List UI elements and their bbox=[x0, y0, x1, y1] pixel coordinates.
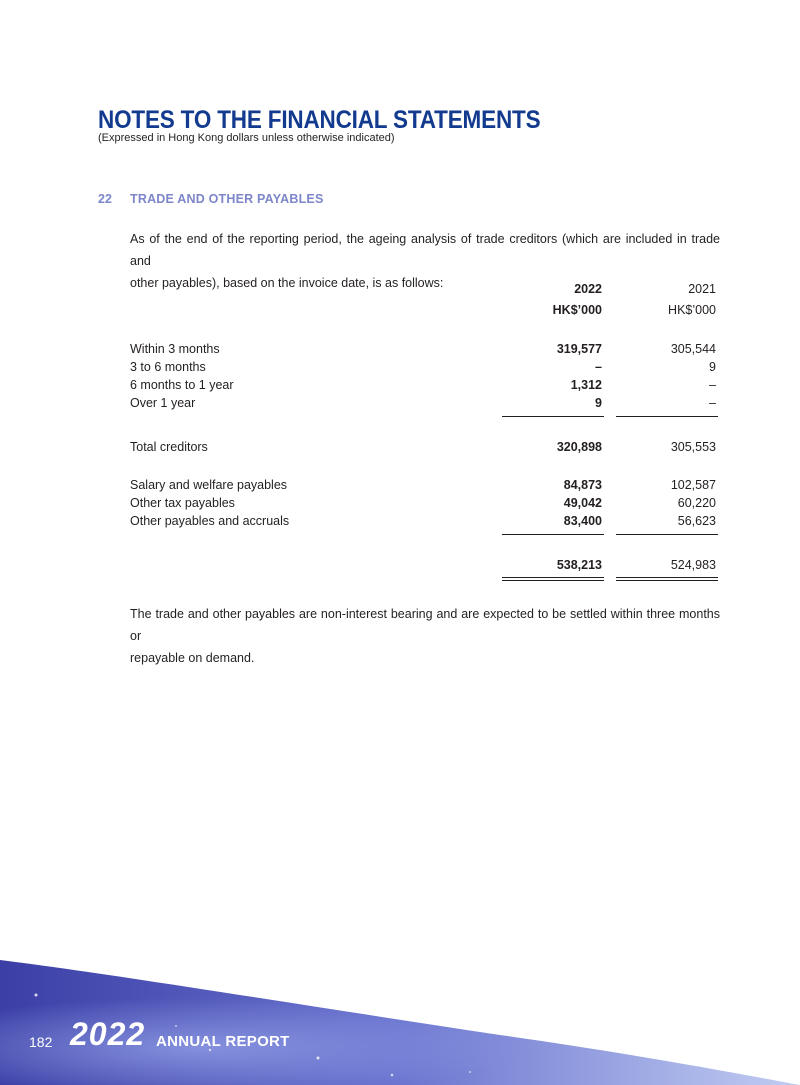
intro-line-1: As of the end of the reporting period, the ageing analysis of trade creditors (which are included in trade and bbox=[130, 232, 720, 268]
row-value-2022: 84,873 bbox=[563, 478, 602, 492]
row-value-2022: 9 bbox=[595, 396, 602, 410]
total-rule-2022 bbox=[502, 534, 604, 535]
table-row bbox=[130, 360, 722, 378]
section-title: TRADE AND OTHER PAYABLES bbox=[130, 192, 324, 206]
col-2022-unit: HK$’000 bbox=[552, 303, 602, 317]
subtotal-rule-2021 bbox=[616, 416, 718, 417]
subtotal-rule-2022 bbox=[502, 416, 604, 417]
intro-line-2: other payables), based on the invoice date, is as follows: bbox=[130, 276, 444, 290]
footer-year: 2022 bbox=[70, 1016, 146, 1052]
page-number: 182 bbox=[29, 1034, 53, 1050]
row-value-2022: 319,577 bbox=[556, 342, 602, 356]
table-row bbox=[130, 378, 722, 396]
total-rule-2021 bbox=[616, 534, 718, 535]
closing-paragraph bbox=[130, 603, 720, 669]
row-value-2021: – bbox=[709, 396, 716, 410]
row-value-2021: 56,623 bbox=[677, 514, 716, 528]
section-number: 22 bbox=[98, 192, 112, 206]
footer-report-label: ANNUAL REPORT bbox=[156, 1033, 290, 1050]
col-2021-year: 2021 bbox=[688, 282, 716, 296]
row-value-2021: 9 bbox=[709, 360, 716, 374]
row-value-2021: 305,553 bbox=[670, 440, 716, 454]
row-value-2022: 320,898 bbox=[556, 440, 602, 454]
page-subtitle: (Expressed in Hong Kong dollars unless otherwise indicated) bbox=[98, 132, 395, 144]
table-row-grand-total bbox=[130, 558, 722, 576]
col-2021-unit: HK$’000 bbox=[668, 303, 716, 317]
closing-line-1: The trade and other payables are non-interest bearing and are expected to be settled within three months or bbox=[130, 607, 720, 643]
grand-total-2021: 524,983 bbox=[670, 558, 716, 572]
grand-total-double-rule-2022 bbox=[502, 577, 604, 581]
row-value-2021: 60,220 bbox=[677, 496, 716, 510]
row-value-2022: 1,312 bbox=[570, 378, 602, 392]
footer-band bbox=[0, 930, 800, 1085]
row-value-2021: – bbox=[709, 378, 716, 392]
table-row bbox=[130, 496, 722, 514]
row-label: Other tax payables bbox=[130, 496, 235, 510]
row-label: Salary and welfare payables bbox=[130, 478, 288, 492]
table-row bbox=[130, 342, 722, 360]
row-label: Other payables and accruals bbox=[130, 514, 290, 528]
row-label: 3 to 6 months bbox=[130, 360, 206, 374]
closing-line-2: repayable on demand. bbox=[130, 651, 255, 665]
row-label: Within 3 months bbox=[130, 342, 220, 356]
row-label: Total creditors bbox=[130, 440, 208, 454]
grand-total-double-rule-2021 bbox=[616, 577, 718, 581]
row-value-2022: 49,042 bbox=[563, 496, 602, 510]
table-row bbox=[130, 396, 722, 414]
row-value-2021: 102,587 bbox=[670, 478, 716, 492]
row-label: Over 1 year bbox=[130, 396, 196, 410]
row-label: 6 months to 1 year bbox=[130, 378, 234, 392]
row-value-2022: – bbox=[595, 360, 602, 374]
grand-total-2022: 538,213 bbox=[556, 558, 602, 572]
table-row bbox=[130, 514, 722, 532]
table-row-total-creditors bbox=[130, 440, 722, 458]
table-header-units bbox=[130, 303, 722, 321]
table-row bbox=[130, 478, 722, 496]
col-2022-year: 2022 bbox=[574, 282, 602, 296]
row-value-2021: 305,544 bbox=[670, 342, 716, 356]
table-header-years bbox=[130, 282, 722, 300]
row-value-2022: 83,400 bbox=[563, 514, 602, 528]
page-title: NOTES TO THE FINANCIAL STATEMENTS bbox=[98, 106, 541, 134]
